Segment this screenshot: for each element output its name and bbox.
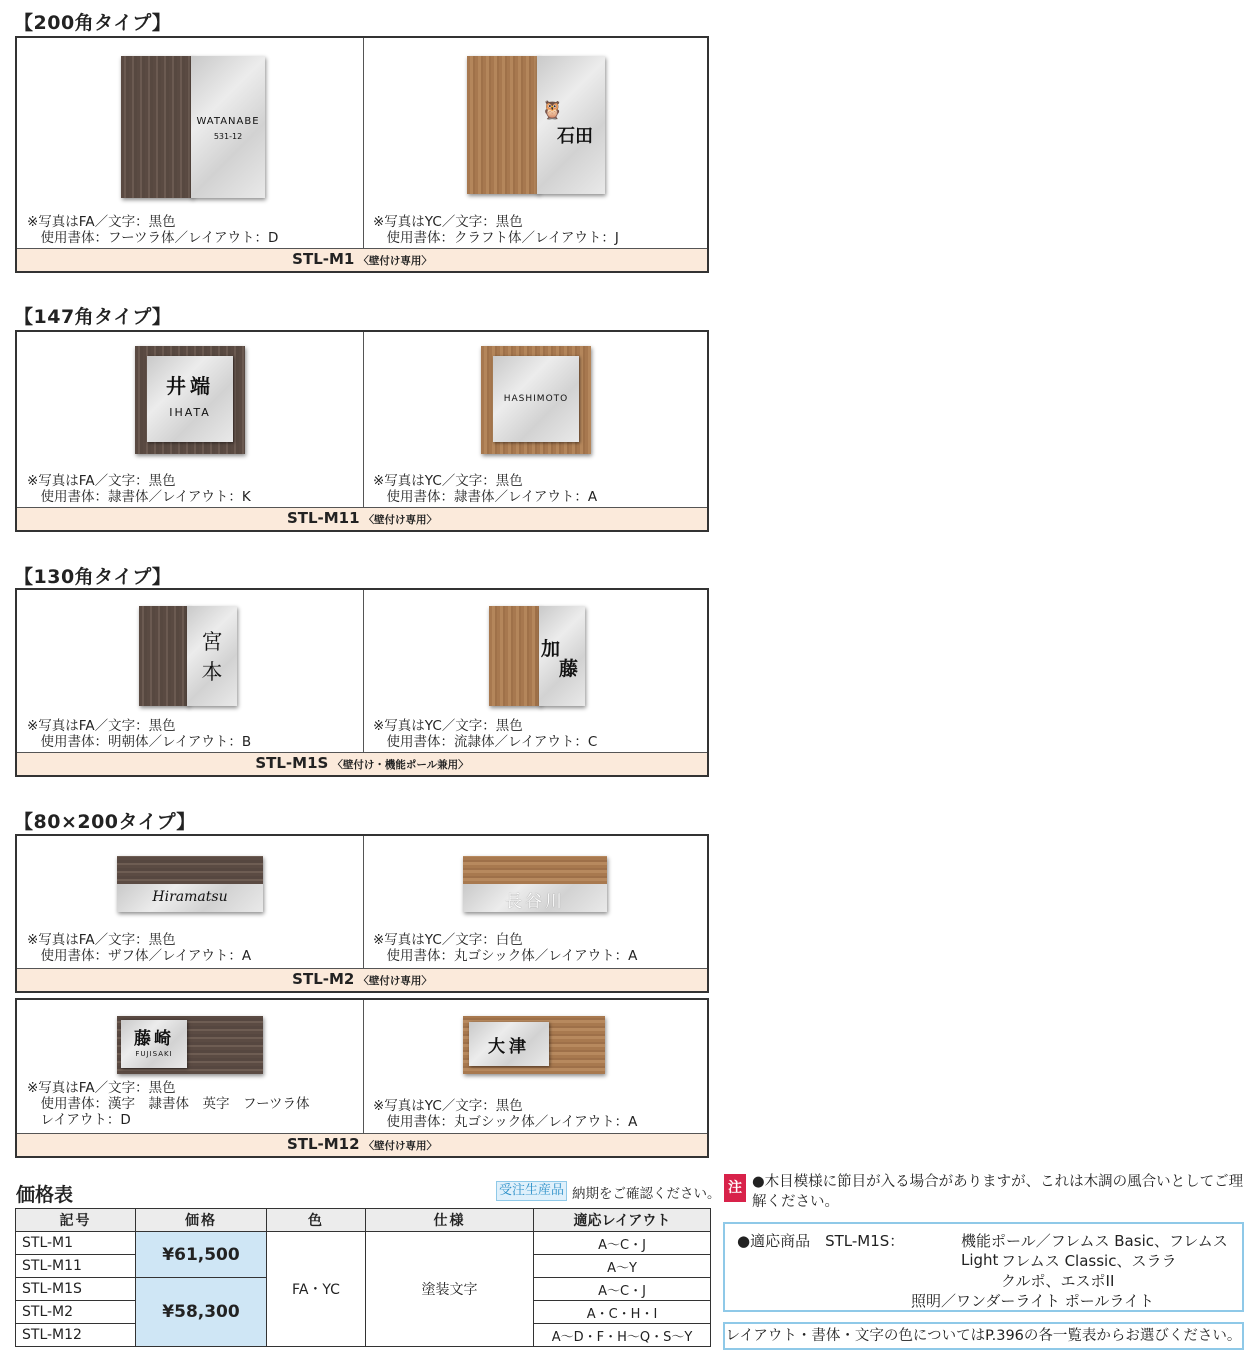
plate-steel-part	[191, 56, 265, 198]
mount-note: 〈壁付け専用〉	[363, 1140, 438, 1152]
plate-steel-part	[147, 356, 233, 442]
plate-wood-part	[467, 56, 539, 194]
photo-cell-yc	[363, 836, 709, 973]
price-table	[15, 1208, 711, 1347]
plate-wood-part	[117, 1016, 263, 1074]
model-band	[17, 507, 707, 530]
table-header-row	[16, 1209, 711, 1232]
photo-caption: ※写真はFA／文字：黒色 使用書体：明朝体／レイアウト：B	[27, 718, 252, 750]
model-band	[17, 1133, 707, 1156]
plate-steel-part	[537, 56, 605, 194]
price-cell: ¥58,300	[136, 1278, 267, 1347]
header-price: 価格	[136, 1209, 267, 1232]
model-code: STL-M1S	[255, 754, 329, 772]
photo-cell-fa	[17, 332, 364, 512]
plate-wood-part	[135, 346, 245, 454]
plate-name-text: Hiramatsu	[152, 889, 228, 905]
price-table-title: 価格表	[16, 1184, 74, 1206]
photo-cell-fa	[17, 836, 364, 973]
photo-cell-fa	[17, 38, 364, 253]
row-layout: A〜D・F・H〜Q・S〜Y	[534, 1324, 711, 1347]
plate-steel-part	[463, 884, 607, 912]
row-layout: A・C・H・I	[534, 1301, 711, 1324]
section-title-130: 【130角タイプ】	[14, 566, 172, 588]
plate-number-text: 531-12	[213, 132, 243, 141]
plate-steel-part	[187, 606, 237, 706]
plate-wood-part	[489, 606, 541, 706]
plate-wood-part	[463, 856, 607, 884]
plate-name-text: 長谷川	[505, 892, 565, 912]
photo-cell-yc	[363, 38, 709, 253]
horizontal-plate	[117, 856, 263, 912]
section-title-200: 【200角タイプ】	[14, 12, 172, 34]
row-code: STL-M1S	[16, 1278, 136, 1301]
row-layout: A〜Y	[534, 1255, 711, 1278]
spec-cell: 塗装文字	[366, 1232, 534, 1347]
header-spec: 仕様	[366, 1209, 534, 1232]
mount-note: 〈壁付け専用〉	[363, 514, 438, 526]
model-code: STL-M12	[286, 1135, 360, 1153]
price-cell: ¥61,500	[136, 1232, 267, 1278]
panel-stl-m1s	[15, 588, 709, 777]
plate-name-text: 大津	[488, 1037, 530, 1057]
panel-stl-m1	[15, 36, 709, 273]
photo-caption: ※写真はFA／文字：黒色 使用書体：ザフ体／レイアウト：A	[27, 932, 252, 964]
model-code: STL-M2	[292, 970, 355, 988]
plate-name-text: WATANABE	[196, 116, 260, 127]
photo-caption: ※写真はYC／文字：白色 使用書体：丸ゴシック体／レイアウト：A	[373, 932, 638, 964]
photo-caption: ※写真はFA／文字：黒色 使用書体：フーツラ体／レイアウト：D	[27, 214, 279, 246]
photo-cell-yc	[363, 332, 709, 512]
compat-box	[723, 1222, 1244, 1312]
plate-name-text: 石田	[557, 126, 593, 147]
plate-steel-part	[469, 1022, 549, 1066]
plate-wood-part	[117, 856, 263, 884]
compat-line-1: 機能ポール／フレムス Basic、フレムス Light	[961, 1232, 1228, 1269]
model-band	[17, 752, 707, 775]
owl-icon: 🦉	[541, 100, 564, 121]
photo-caption: ※写真はFA／文字：黒色 使用書体：隷書体／レイアウト：K	[27, 473, 251, 505]
header-color: 色	[267, 1209, 366, 1232]
model-band	[17, 968, 707, 991]
photo-caption: ※写真はFA／文字：黒色 使用書体：漢字 隷書体 英字 フーツラ体 レイアウト：D	[27, 1080, 310, 1128]
row-code: STL-M11	[16, 1255, 136, 1278]
panel-stl-m2	[15, 834, 709, 993]
photo-cell-fa	[17, 590, 364, 757]
row-code: STL-M12	[16, 1324, 136, 1347]
plate-name-text: HASHIMOTO	[503, 394, 569, 404]
plate-name-char-2: 藤	[559, 658, 579, 680]
photo-cell-yc	[363, 590, 709, 757]
plate-wood-part	[481, 346, 591, 454]
panel-stl-m11	[15, 330, 709, 532]
mount-note: 〈壁付け専用〉	[358, 255, 432, 267]
compat-label: ●適応商品 STL-M1S：	[737, 1232, 905, 1250]
mount-note: 〈壁付け・機能ポール兼用〉	[332, 759, 469, 771]
section-title-147: 【147角タイプ】	[14, 306, 172, 328]
photo-caption: ※写真はYC／文字：黒色 使用書体：クラフト体／レイアウト：J	[373, 214, 619, 246]
plate-wood-part	[463, 1016, 605, 1074]
compat-line-3: クルポ、エスポII	[1001, 1272, 1115, 1290]
header-code: 記号	[16, 1209, 136, 1232]
plate-romaji-text: FUJISAKI	[135, 1050, 173, 1058]
plate-romaji-text: IHATA	[169, 406, 211, 419]
horizontal-plate	[463, 856, 607, 912]
photo-cell-yc	[363, 1000, 709, 1138]
plate-name-char-2: 本	[201, 660, 223, 684]
plate-name-text: 藤崎	[134, 1029, 174, 1049]
plate-steel-part	[493, 356, 579, 442]
compat-line-2: フレムス Classic、スララ	[1001, 1252, 1177, 1270]
made-to-order-badge: 受注生産品	[496, 1181, 567, 1201]
color-cell: FA・YC	[267, 1232, 366, 1347]
panel-stl-m12	[15, 998, 709, 1158]
plate-name-char-1: 加	[541, 638, 561, 660]
plate-wood-part	[121, 56, 193, 198]
header-layout: 適応レイアウト	[534, 1209, 711, 1232]
plate-steel-part	[121, 1020, 187, 1068]
notice-mark: 注	[724, 1174, 746, 1202]
model-band	[17, 248, 707, 271]
row-layout: A〜C・J	[534, 1232, 711, 1255]
footer-note: レイアウト・書体・文字の色についてはP.396の各一覧表からお選びください。	[723, 1322, 1244, 1350]
plate-name-char-1: 宮	[201, 630, 223, 654]
photo-caption: ※写真はYC／文字：黒色 使用書体：隷書体／レイアウト：A	[373, 473, 598, 505]
notice-text: ●木目模様に節目が入る場合がありますが、これは木調の風合いとしてご理解ください。	[752, 1174, 1244, 1210]
plate-name-text: 井端	[166, 374, 214, 398]
model-code: STL-M1	[292, 250, 355, 268]
mount-note: 〈壁付け専用〉	[358, 975, 432, 987]
photo-caption: ※写真はYC／文字：黒色 使用書体：丸ゴシック体／レイアウト：A	[373, 1098, 638, 1130]
table-row	[16, 1232, 711, 1255]
row-code: STL-M1	[16, 1232, 136, 1255]
model-code: STL-M11	[286, 509, 360, 527]
badge-note: 納期をご確認ください。	[572, 1186, 721, 1202]
section-title-80x200: 【80×200タイプ】	[14, 811, 196, 833]
row-code: STL-M2	[16, 1301, 136, 1324]
plate-wood-part	[139, 606, 189, 706]
plate-steel-part	[117, 884, 263, 912]
row-layout: A〜C・J	[534, 1278, 711, 1301]
photo-caption: ※写真はYC／文字：黒色 使用書体：流隷体／レイアウト：C	[373, 718, 598, 750]
photo-cell-fa	[17, 1000, 364, 1138]
compat-line-4: 照明／ワンダーライト ポールライト	[911, 1292, 1154, 1310]
